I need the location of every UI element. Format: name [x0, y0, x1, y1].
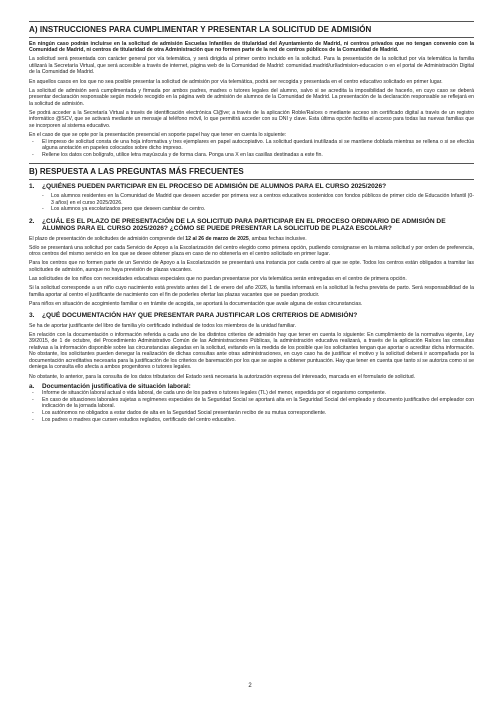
question-1-number: 1. — [29, 182, 35, 190]
question-2-paragraph-4: Las solicitudes de los niños con necesidades educativas especiales que no puedan presentarse por vía telemática serán entregadas en el centro de primera opción. — [29, 276, 407, 283]
deadline-text-suffix: , ambas fechas inclusive. — [248, 235, 307, 242]
list-item: - El impreso de solicitud consta de una hoja informativa y tres ejemplares en papel autocopiativo. La solicitud quedará inutilizada si se mantiene doblada mientras se rellena o si se efectúa alguna anotación en papeles colocados sobre dicho impreso. — [42, 139, 474, 152]
list-item: - Rellene los datos con bolígrafo, utilice letra mayúscula y de forma clara. Ponga una X en las casillas destinadas a este fin. — [42, 152, 474, 159]
question-2-paragraph-5: Si la solicitud corresponde a un niño cuyo nacimiento está previsto antes del 1 de enero del año 2026, la familia informará en la solicitud la fecha prevista de parto. Será responsabilidad de la familia aportar al centro el justificante de nacimiento con el fin de poderles ofertar las plazas vacantes que se puedan producir. — [29, 285, 474, 298]
question-2-paragraph-2: Sólo se presentará una solicitud por cada Servicio de Apoyo a la Escolarización del centro elegido como primera opción, pudiendo consignarse en la misma solicitud y por orden de preferencia, otros centros del mismo servicio en los que se desee obtener plaza en caso de no obtenerla en el centro solicitado en primer lugar. — [29, 244, 474, 258]
question-2-paragraph-6: Para niños en situación de acogimiento familiar o en trámite de acogida, se aportará la documentación que avale alguna de estas circunstancias. — [29, 300, 363, 307]
section-a-paragraph-4: Se podrá acceder a la Secretaría Virtual a través de identificación electrónica Cl@ve; a través de la aplicación Roble/Raíces o mediante acceso sin certificado digital a través de un registro informático @SCV, que se activará mediante un mensaje al teléfono móvil, lo que permitirá acceder con su DNI y clave. Esta última opción facilita el acceso para todas las nuevas familias que se incorporen al sistema educativo. — [29, 109, 474, 129]
question-2-number: 2. — [29, 217, 35, 225]
question-3-text: ¿QUÉ DOCUMENTACIÓN HAY QUE PRESENTAR PARA JUSTIFICAR LOS CRITERIOS DE ADMISIÓN? — [42, 312, 358, 320]
question-1-bullet-list — [29, 193, 474, 213]
list-item: - Los autónomos no obligados a estar dados de alta en la Seguridad Social presentarán recibo de su mutua correspondiente. — [42, 410, 474, 417]
list-item: - Los padres o madres que cursen estudios reglados, certificado del centro educativo. — [42, 417, 474, 424]
section-a-paragraph-3: La solicitud de admisión será cumplimentada y firmada por ambos padres, madres o tutores legales del alumno, salvo si se acredita la imposibilidad de hacerlo, en cuyo caso se deberá presentar declaración responsable según modelo recogido en la página web de admisión de alumnos de la Comunidad de Madrid. La presentación de la declaración responsable se reflejará en la solicitud de admisión. — [29, 87, 474, 107]
question-3-paragraph-3: No obstante, lo anterior, para la consulta de los datos tributarios del Estado será necesaria la autorización expresa del interesado, marcada en el formulario de solicitud. — [29, 373, 416, 380]
list-item: - Informe de situación laboral actual o vida laboral, de cada uno de los padres o tutores legales (TL) del menor, expedida por el organismo competente. — [42, 390, 474, 397]
document-page — [29, 21, 474, 423]
question-1-text: ¿QUIÉNES PUEDEN PARTICIPAR EN EL PROCESO DE ADMISIÓN DE ALUMNOS PARA EL CURSO 2025/2026? — [42, 182, 387, 190]
deadline-text-prefix: El plazo de presentación de solicitudes de admisión comprende del — [29, 235, 186, 242]
question-2-text: ¿CUÁL ES EL PLAZO DE PRESENTACIÓN DE LA SOLICITUD PARA PARTICIPAR EN EL PROCESO ORDINARIO DE ADMISIÓN DE ALUMNOS PARA EL CURSO 2025/2026? ¿CÓMO SE PUEDE PRESENTAR LA SOLICITUD DE PLAZA ESCOLAR? — [42, 217, 446, 233]
question-3-paragraph-1: Se ha de aportar justificante del libro de familia y/o certificado individual de todos los miembros de la unidad familiar. — [29, 322, 297, 329]
list-item: - Los alumnos residentes en la Comunidad de Madrid que deseen acceder por primera vez a centros educativos sostenidos con fondos públicos de primer ciclo de Educación Infantil (0-3 años) en el curso 2025/2026. — [51, 193, 474, 206]
subsection-a-letter: a. — [29, 382, 35, 390]
subsection-a — [29, 383, 474, 391]
deadline-dates: 12 al 26 de marzo de 2025 — [185, 235, 249, 242]
question-3 — [29, 312, 474, 320]
list-item: - Los alumnos ya escolarizados pero que deseen cambiar de centro. — [51, 206, 474, 213]
question-3-paragraph-2: En relación con la documentación o información referida a cada uno de los distintos criterios de admisión hay que tener en cuenta lo siguiente: En cumplimiento de la normativa vigente, Ley 39/2015, de 1 de octubre, del Procedimiento Administrativo Común de las Administraciones Públicas, la administración educativa realizará, a través de la aplicación Raíces las consultas relativas a la información disponible sobre las circunstancias alegadas en la solicitud, evitando en la medida de los posible que los solicitantes tengan que aportar o acreditar dicha información. No obstante, los solicitantes pueden denegar la realización de dichas consultas ante otras administraciones, en cuyo caso ha de justificar el motivo y la solicitud deberá ir acompañada por la documentación acreditativa necesaria para la justificación de los criterios de baremación por los que se aspire a obtener puntuación. Hay que tener en cuenta que tanto si se autoriza como si se deniega la consulta ello afecta a ambos progenitores o tutores legales. — [29, 331, 474, 371]
section-a-intro: En ningún caso podrán incluirse en la solicitud de admisión Escuelas Infantiles de titularidad del Ayuntamiento de Madrid, ni centros privados que no tengan convenio con la Comunidad de Madrid, ni centros de titularidad de otra Administración que no formen parte de la red de centros públicos de la Comunidad de Madrid. — [29, 40, 474, 54]
section-a-bullet-list — [29, 139, 474, 159]
subsection-a-title: Documentación justificativa de situación laboral: — [42, 382, 191, 390]
list-item: - En caso de situaciones laborales sujetas a regímenes especiales de la Seguridad Social se aportará alta en la Seguridad Social del empleado y documento justificativo del empleador con indicación de la jornada laboral. — [42, 397, 474, 410]
page-number: 2 — [248, 683, 252, 689]
section-b-title: B) RESPUESTA A LAS PREGUNTAS MÁS FRECUENTES — [29, 167, 244, 177]
section-a-paragraph-2: En aquellos casos en los que no sea posible presentar la solicitud de admisión por vía telemática, podrá ser recogida y presentada en el centro educativo solicitado en primer lugar. — [29, 78, 443, 85]
question-3-number: 3. — [29, 312, 35, 320]
question-2-paragraph-3: Para los centros que no formen parte de un Servicio de Apoyo a la Escolarización se presentará una instancia por cada centro al que se opte. Todos los centros están obligados a tramitar las solicitudes de admisión, aunque no haya previsión de plazas vacantes. — [29, 260, 474, 273]
section-a-title: A) INSTRUCCIONES PARA CUMPLIMENTAR Y PRESENTAR LA SOLICITUD DE ADMISIÓN — [29, 25, 372, 34]
section-a-paragraph-1: La solicitud será presentada con carácter general por vía telemática, y será dirigida al primer centro incluido en la solicitud. Para la presentación de la solicitud por vía telemática la familia utilizará la Secretaría Virtual, que será accesible a través de internet, página web de la Comunidad de Madrid: comunidad.madrid/url/admision-educacion o en el portal de Administración Digital de la Comunidad de Madrid. — [29, 56, 474, 76]
section-a-paragraph-5: En el caso de que se opte por la presentación presencial en soporte papel hay que tener en cuenta lo siguiente: — [29, 132, 287, 139]
question-1 — [29, 183, 474, 191]
question-2 — [29, 218, 474, 233]
subsection-a-bullet-list — [29, 390, 474, 423]
